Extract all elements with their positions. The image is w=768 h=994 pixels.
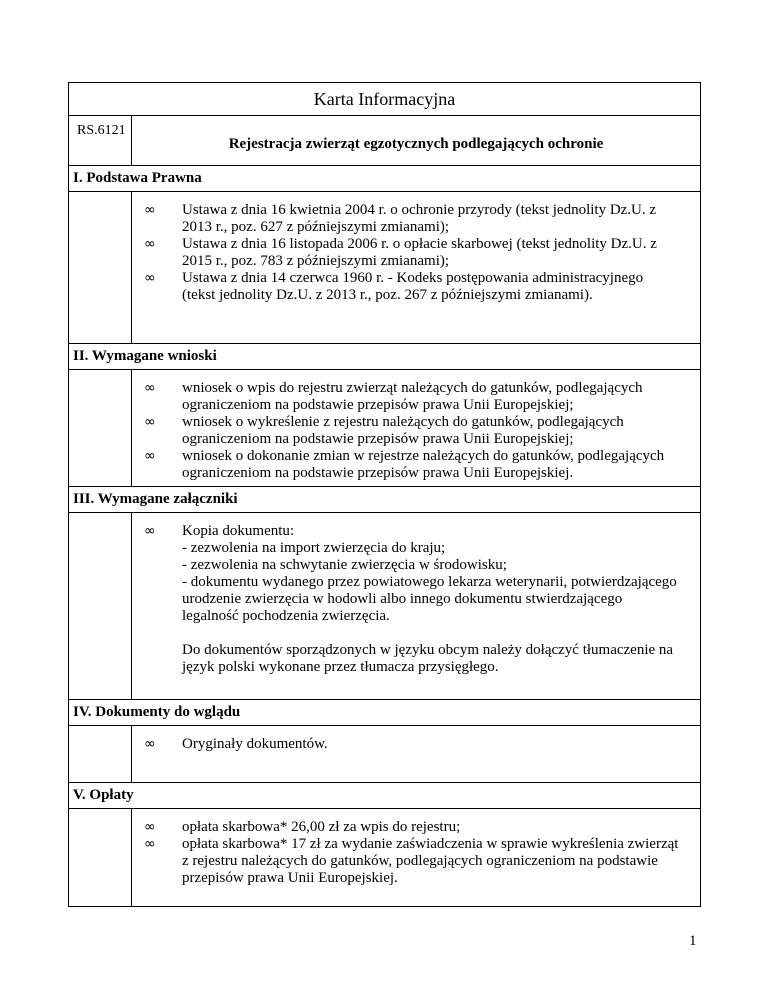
- list-item: [144, 736, 690, 753]
- text-line: opłata skarbowa* 17 zł za wydanie zaświadczenia w sprawie wykreślenia zwierząt: [182, 836, 679, 852]
- translation-note: [144, 642, 690, 676]
- section-fees: [69, 782, 700, 906]
- text-line: z rejestru należących do gatunków, podlegających ograniczeniom na podstawie: [182, 853, 658, 869]
- text-line: przepisów prawa Unii Europejskiej.: [182, 870, 398, 886]
- list-item: [144, 236, 690, 270]
- text-line: 2013 r., poz. 627 z późniejszymi zmianami);: [182, 219, 450, 235]
- page-number: 1: [689, 933, 697, 949]
- text-line: legalność pochodzenia zwierzęcia.: [182, 608, 390, 624]
- list-item-text: [182, 819, 690, 836]
- subject-row: [69, 115, 700, 165]
- text-line: wniosek o wpis do rejestru zwierząt należących do gatunków, podlegających: [182, 380, 643, 396]
- section-required-attachments: [69, 486, 700, 699]
- text-line: wniosek o dokonanie zmian w rejestrze należących do gatunków, podlegających: [182, 448, 665, 464]
- list-item-text: [182, 523, 690, 625]
- bullet-list: [144, 202, 690, 304]
- text-line: Ustawa z dnia 16 kwietnia 2004 r. o ochronie przyrody (tekst jednolity Dz.U. z: [182, 202, 657, 218]
- text-line: język polski wykonane przez tłumacza przysięgłego.: [182, 659, 499, 675]
- section-documents-for-inspection: [69, 699, 700, 782]
- text-line: Oryginały dokumentów.: [182, 736, 328, 752]
- list-item-text: [182, 380, 690, 414]
- section-heading: I. Podstawa Prawna: [69, 166, 700, 192]
- bullet-icon: ∞: [144, 270, 156, 286]
- card-title: Karta Informacyjna: [313, 88, 456, 109]
- bullet-list: [144, 380, 690, 482]
- case-subject: Rejestracja zwierząt egzotycznych podlegających ochronie: [228, 136, 604, 152]
- text-line: Ustawa z dnia 16 listopada 2006 r. o opłacie skarbowej (tekst jednolity Dz.U. z: [182, 236, 657, 252]
- text-line: Do dokumentów sporządzonych w języku obcym należy dołączyć tłumaczenie na: [182, 642, 674, 658]
- bullet-list: [144, 523, 690, 625]
- text-line: urodzenie zwierzęcia w hodowli albo innego dokumentu stwierdzającego: [182, 591, 623, 607]
- list-item-text: [182, 736, 690, 753]
- bullet-icon: ∞: [144, 236, 156, 252]
- text-line: - dokumentu wydanego przez powiatowego lekarza weterynarii, potwierdzającego: [182, 574, 677, 590]
- list-item-text: [182, 836, 690, 887]
- text-line: (tekst jednolity Dz.U. z 2013 r., poz. 267 z późniejszymi zmianami).: [182, 287, 593, 303]
- bullet-icon: ∞: [144, 836, 156, 852]
- text-line: Kopia dokumentu:: [182, 523, 295, 539]
- list-item: [144, 448, 690, 482]
- text-line: ograniczeniom na podstawie przepisów prawa Unii Europejskiej;: [182, 397, 574, 413]
- bullet-icon: ∞: [144, 414, 156, 430]
- text-line: ograniczeniom na podstawie przepisów prawa Unii Europejskiej.: [182, 465, 574, 481]
- title-row: [69, 83, 700, 115]
- section-heading: V. Opłaty: [69, 783, 700, 809]
- section-heading: III. Wymagane załączniki: [69, 487, 700, 513]
- list-item: [144, 270, 690, 304]
- text-line: Ustawa z dnia 14 czerwca 1960 r. - Kodeks postępowania administracyjnego: [182, 270, 644, 286]
- text-line: ograniczeniom na podstawie przepisów prawa Unii Europejskiej;: [182, 431, 574, 447]
- list-item-text: [182, 202, 690, 236]
- bullet-icon: ∞: [144, 202, 156, 218]
- bullet-icon: ∞: [144, 380, 156, 396]
- bullet-list: [144, 819, 690, 887]
- list-item: [144, 819, 690, 836]
- text-line: opłata skarbowa* 26,00 zł za wpis do rejestru;: [182, 819, 461, 835]
- case-code: RS.6121: [69, 116, 132, 165]
- info-card-table: [68, 82, 701, 907]
- text-line: 2015 r., poz. 783 z późniejszymi zmianami);: [182, 253, 450, 269]
- list-item-text: [182, 270, 690, 304]
- list-item: [144, 414, 690, 448]
- section-heading: II. Wymagane wnioski: [69, 344, 700, 370]
- list-item: [144, 523, 690, 625]
- section-required-applications: [69, 343, 700, 486]
- bullet-icon: ∞: [144, 448, 156, 464]
- list-item: [144, 380, 690, 414]
- bullet-icon: ∞: [144, 819, 156, 835]
- section-legal-basis: [69, 165, 700, 343]
- bullet-list: [144, 736, 690, 753]
- list-item-text: [182, 236, 690, 270]
- bullet-icon: ∞: [144, 736, 156, 752]
- text-line: wniosek o wykreślenie z rejestru należących do gatunków, podlegających: [182, 414, 624, 430]
- list-item: [144, 836, 690, 887]
- text-line: - zezwolenia na schwytanie zwierzęcia w środowisku;: [182, 557, 507, 573]
- list-item-text: [182, 414, 690, 448]
- list-item-text: [182, 448, 690, 482]
- section-heading: IV. Dokumenty do wglądu: [69, 700, 700, 726]
- text-line: - zezwolenia na import zwierzęcia do kraju;: [182, 540, 446, 556]
- list-item: [144, 202, 690, 236]
- bullet-icon: ∞: [144, 523, 156, 539]
